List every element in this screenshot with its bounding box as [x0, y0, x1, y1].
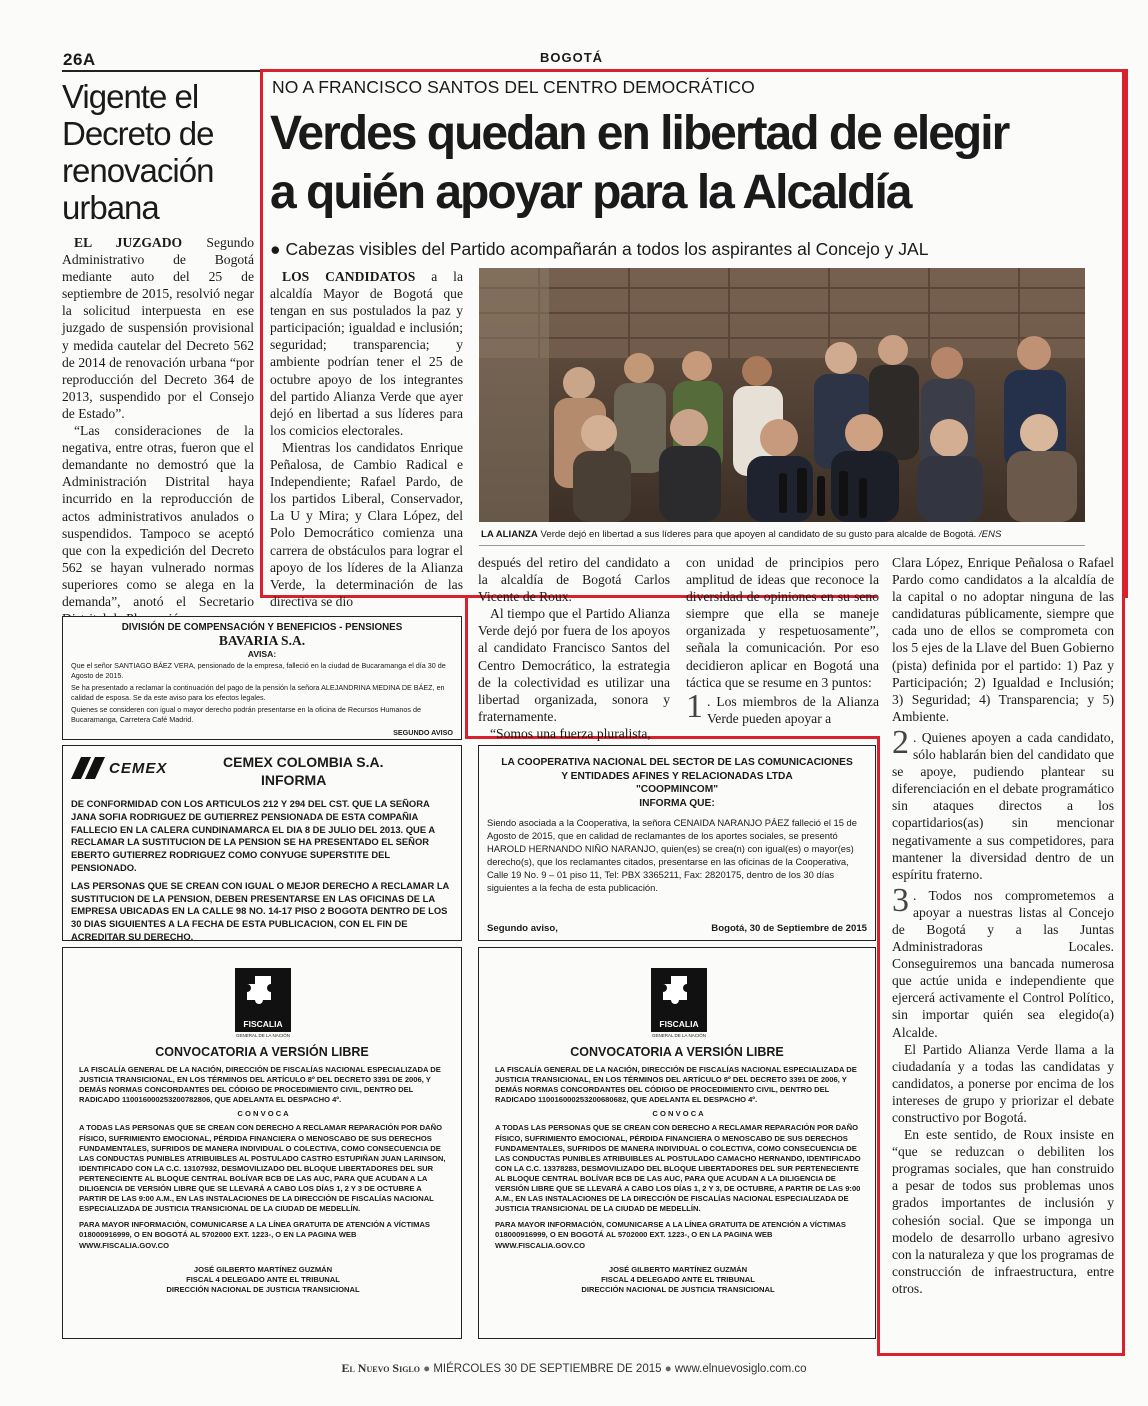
footer-url: www.elnuevosiglo.com.co [674, 1363, 807, 1375]
fiscalia2-sig-1: JOSÉ GILBERTO MARTÍNEZ GUZMÁN [608, 1264, 748, 1274]
main-col1-p2: Mientras los candidatos Enrique Peñalosa, de Cambio Radical e Independiente; Rafael Pardo, de los partidos Liberal, Conservador, La U y Mira; y Clara López, del Polo Democrático comienza una carrera de obstáculos para lograr el apoyo de los líderes de la Alianza Verde, la determinación de las directiva se dio [270, 439, 463, 609]
fiscalia1-logo [235, 968, 291, 1032]
highlight-frame-bottom [877, 1353, 1125, 1356]
cemex-p1: DE CONFORMIDAD CON LOS ARTICULOS 212 Y 294 DEL CST. QUE LA SEÑORA JANA SOFIA RODRIGUEZ DE GUTIERREZ PENSIONADA DE ESTA COMPAÑIA FALLECIO EN LA CALERA CUNDINAMARCA EL DIA 8 DE JULIO DEL 2013. QUE A RECLAMAR LA SUSTITUCION DE LA PENSION SE HA PRESENTADO EL SEÑOR EBERTO GUTIERREZ RODRIGUEZ COMO CONYUGE SUPERSTITE DEL PENSIONADO. [71, 798, 435, 873]
headline-line-1: Verdes quedan en libertad de elegir [270, 107, 1009, 160]
fiscalia1-convoca: C O N V O C A [237, 1109, 289, 1119]
cemex-title-2: INFORMA [261, 772, 327, 788]
fiscalia1-logo-sub: GENERAL DE LA NACIÓN [235, 1033, 291, 1038]
group-photo-illustration [479, 268, 1085, 522]
fiscalia1-logo-text: FISCALIA [243, 1019, 283, 1029]
photo-caption-text: Verde dejó en libertad a sus líderes para que apoyen al candidato de su gusto para alcalde de Bogotá. [540, 529, 977, 540]
bavaria-footer: SEGUNDO AVISO [393, 727, 453, 737]
highlight-frame-left-low [877, 736, 880, 1356]
side-story-body [62, 234, 254, 627]
side-story-lead: EL JUZGADO [74, 235, 183, 250]
group-photo [479, 268, 1085, 522]
bullet-icon: ● [270, 239, 281, 259]
fiscalia2-convoca: C O N V O C A [652, 1109, 704, 1119]
main-col-1 [270, 268, 463, 610]
bavaria-heading: DIVISIÓN DE COMPENSACIÓN Y BENEFICIOS - PENSIONES [121, 622, 403, 633]
fiscalia2-logo-sub: GENERAL DE LA NACIÓN [651, 1033, 707, 1038]
fiscalia1-sig-2: FISCAL 4 DELEGADO ANTE EL TRIBUNAL [186, 1274, 340, 1284]
side-story-p1: Segundo Administrativo de Bogotá mediante auto del 25 de septiembre de 2015, resolvió negar la solicitud interpuesta en ese juzgado de suspensión provisional y medida cautelar del Decreto 562 de 2014 de renovación urbana “por reproducción del Decreto 364 de 2013, suspendido por el Consejo de Estado”. [62, 235, 254, 421]
cemex-logo [71, 754, 179, 782]
coop-footer-right: Bogotá, 30 de Septiembre de 2015 [711, 923, 867, 934]
main-col4-p1: Clara López, Enrique Peñalosa o Rafael Pardo como candidatos a la alcaldía de la capital o no adoptar ninguna de las candidaturas públicamente, siempre que cada uno de ellos se comprometa con los 5 ejes de la Llave del Buen Gobierno (pista) definida por el partido: 1) Paz y Participación; 2) Igualdad e Inclusión; 3) Seguridad; 4) Transparencia; y 5) Ambiente. [892, 555, 1114, 724]
main-col3-p1: con unidad de principios pero amplitud de ideas que reconoce la diversidad de opiniones en su seno siempre que ella se maneje organizada y respetuosamente”, señala la comunicación. Por eso decidieron aplicar en Bogotá una táctica que se resume en 3 puntos: [686, 555, 879, 690]
fiscalia1-logo-icon [235, 968, 291, 1016]
main-col4-point3: . Todos nos comprometemos a apoyar a nuestras listas al Concejo de Bogotá y a las Juntas Administradoras Locales. Conseguiremos una bancada numerosa que actúe unida e independiente que ejercerá activamente el Control Político, sin importar quién sea elegido(a) Alcalde. [892, 887, 1114, 1040]
headline [270, 104, 1120, 222]
bavaria-line-2: Se ha presentado a reclamar la continuación del pago de la pensión la señora ALEJANDRINA MEDINA DE BÁEZ, en calidad de esposa. Se da este aviso para los efectos legales. [71, 683, 445, 702]
highlight-frame-left-step [465, 595, 468, 738]
ad-fiscalia-1 [62, 947, 462, 1339]
fiscalia1-p2: A TODAS LAS PERSONAS QUE SE CREAN CON DERECHO A RECLAMAR REPARACIÓN POR DAÑO FÍSICO, SUFRIMIENTO EMOCIONAL, PÉRDIDA FINANCIERA O MENOSCABO DE SUS DERECHOS FUNDAMENTALES, SUFRIDOS DE MANERA INDIVIDUAL O COLECTIVA, COMO CONSECUENCIA DE LAS CONDUCTAS PUNIBLES ATRIBUIBLES AL POSTULADO CASTRO ESTUPIÑAN JUAN LARINSON, IDENTIFICADO CON LA C.C. 13107932, DESMOVILIZADO DEL BLOQUE LIBERTADORES DEL SUR PERTENECIENTE AL BLOQUE CENTRAL BOLÍVAR BCB DE LAS AUC, PARA QUE ACUDAN A LA DILIGENCIA DE VERSIÓN LIBRE QUE SE LLEVARÁ A CABO LOS DÍAS 1, 2 Y 3 DE OCTUBRE A PARTIR DE LAS 9:00 A.M., EN LAS INSTALACIONES DE LA DIRECCIÓN DE FISCALÍAS NACIONAL ESPECIALIZADA DE JUSTICIA TRANSICIONAL DE LA CIUDAD DE MEDELLÍN. [79, 1123, 446, 1214]
section-label: BOGOTÁ [540, 50, 604, 65]
main-col4-p2: El Partido Alianza Verde llama a la ciudadanía y a todas las candidatas y candidatos, a ponerse por encima de los intereses de grupo y priorizar el debate constructivo por Bogotá. [892, 1041, 1114, 1125]
fiscalia2-p1: LA FISCALÍA GENERAL DE LA NACIÓN, DIRECCIÓN DE FISCALÍAS NACIONAL ESPECIALIZADA DE JUSTICIA TRANSICIONAL, EN LOS TÉRMINOS DEL ARTÍCULO 8º DEL DECRETO 3391 DE 2006, Y DEMÁS NORMAS CONCORDANTES DEL CÓDIGO DE PROCEDIMIENTO CIVIL, DENTRO DEL RADICADO 110016000253200680682, QUE ADELANTA EL DESPACHO 4º. [495, 1065, 857, 1105]
fiscalia1-sig-1: JOSÉ GILBERTO MARTÍNEZ GUZMÁN [193, 1264, 333, 1274]
fiscalia1-p3: PARA MAYOR INFORMACIÓN, COMUNICARSE A LA LÍNEA GRATUITA DE ATENCIÓN A VÍCTIMAS 018000916999, O EN BOGOTÁ AL 5702000 EXT. 1223-, O EN LA PAGINA WEB WWW.FISCALIA.GOV.CO [79, 1220, 430, 1250]
bavaria-aviso: AVISA: [247, 649, 277, 659]
ad-cemex [62, 745, 462, 941]
point-number-2: 2 [892, 723, 909, 761]
main-col4-p3: En este sentido, de Roux insiste en “que se reduzcan o debiliten los programas sociales, que han construido a pesar de todos sus problemas unos grados importantes de inclusión y cohesión social. Que se imponga un modelo de desarrollo urbano agresivo con la naturaleza y que los programas de construcción de infraestructura, entre otros. [892, 1127, 1114, 1296]
fiscalia2-sig-2: FISCAL 4 DELEGADO ANTE EL TRIBUNAL [601, 1274, 755, 1284]
fiscalia2-p3: PARA MAYOR INFORMACIÓN, COMUNICARSE A LA LÍNEA GRATUITA DE ATENCIÓN A VÍCTIMAS 018000916999, O EN BOGOTÁ AL 5702000 EXT. 1223-, O EN LA PAGINA WEB WWW.FISCALIA.GOV.CO [495, 1220, 846, 1250]
page-footer [0, 1361, 1148, 1376]
coop-p1: Siendo asociada a la Cooperativa, la señora CENAIDA NARANJO PÁEZ falleció el 15 de Agosto de 2015, que en calidad de reclamantes de los aportes sociales, se presentó HAROLD HERNANDO NIÑO NARANJO, quien(es) se crea(n) con igual(es) o mayor(es) derecho(s), que los reclamantes citados, presentarse en las oficinas de la Cooperativa, Calle 19 No. 9 – 01 piso 11, Tel: PBX 3365211, Fax: 2820175, dentro de los 30 días siguientes a la fecha de esta publicación. [487, 817, 857, 893]
side-story-p2: “Las consideraciones de la negativa, entre otras, fueron que el demandante no demostró que la Administración Distrital haya incurrido en la reproducción de actos administrativos anulados o suspendidos. Tampoco se aceptó que con la expedición del Decreto 562 se hayan vulnerado normas superiores como se alega en la demanda”, anotó el Secretario [62, 423, 254, 609]
point-number-1: 1 [686, 687, 703, 725]
subhead-text: Cabezas visibles del Partido acompañarán a todos los aspirantes al Concejo y JAL [285, 239, 929, 259]
side-story [62, 78, 254, 627]
footer-dot-1: ● [423, 1363, 431, 1375]
main-lead: LOS CANDIDATOS [282, 269, 416, 284]
fiscalia1-title: CONVOCATORIA A VERSIÓN LIBRE [155, 1045, 369, 1059]
headline-line-2: a quién apoyar para la Alcaldía [270, 166, 911, 219]
ad-coopmincom [478, 745, 876, 941]
cemex-p2: LAS PERSONAS QUE SE CREAN CON IGUAL O MEJOR DERECHO A RECLAMAR LA SUSTITUCION DE LA PENSION, DEBEN PRESENTARSE EN LAS OFICINAS DE LA EMPRESA UBICADAS EN LA CALLE 98 NO. 14-17 PISO 2 BOGOTA DENTRO DE LOS 30 DIAS SIGUIENTES A LA FECHA DE ESTA PUBLICACION, CON EL FIN DE ACREDITAR SU DERECHO. [71, 879, 449, 942]
footer-dot-2: ● [664, 1363, 672, 1375]
fiscalia1-sig-3: DIRECCIÓN NACIONAL DE JUSTICIA TRANSICIONAL [166, 1284, 360, 1294]
main-col-3 [686, 554, 879, 727]
kicker: NO A FRANCISCO SANTOS DEL CENTRO DEMOCRÁTICO [272, 77, 755, 97]
bavaria-company: BAVARIA S.A. [218, 633, 306, 648]
caption-rule [479, 545, 1085, 546]
point-number-3: 3 [892, 881, 909, 919]
coop-title-3: "COOPMINCOM" [635, 784, 719, 795]
footer-date: MIÉRCOLES 30 DE SEPTIEMBRE DE 2015 [433, 1363, 662, 1375]
main-col2-p2: Al tiempo que el Partido Alianza Verde dejó por fuera de los apoyos al candidato Francisco Santos del Centro Democrático, la estrategia de la colectividad es utilizar una libertad organizada, sonora y fraternamente. [478, 606, 670, 724]
subhead [270, 239, 928, 260]
coop-title-2: Y ENTIDADES AFINES Y RELACIONADAS LTDA [561, 770, 793, 782]
fiscalia2-title: CONVOCATORIA A VERSIÓN LIBRE [570, 1045, 784, 1059]
main-col-2 [478, 554, 670, 742]
coop-title-4: INFORMA QUE: [639, 797, 715, 809]
fiscalia2-sig-3: DIRECCIÓN NACIONAL DE JUSTICIA TRANSICIONAL [581, 1284, 775, 1294]
fiscalia2-logo-icon [651, 968, 707, 1016]
fiscalia2-logo [651, 968, 707, 1032]
page-number: 26A [63, 50, 96, 69]
cemex-logo-icon [71, 755, 107, 781]
coop-title-1: LA COOPERATIVA NACIONAL DEL SECTOR DE LAS COMUNICACIONES [501, 757, 853, 768]
photo-caption-lead: LA ALIANZA [481, 529, 538, 540]
highlight-frame-leftedge [260, 69, 263, 598]
side-story-title: Vigente el Decreto de renovación urbana [62, 78, 214, 226]
fiscalia2-logo-text: FISCALIA [659, 1019, 699, 1029]
main-col4-point2: . Quienes apoyen a cada candidato, sólo hablarán bien del candidato que se apoye, pudiendo plantear su diferenciación en el debate programático sin ataques directos a los copartidarios(as) sin mencionar negativamente a sus competidores, para mantener la diversidad dentro de un espíritu fraterno. [892, 729, 1114, 882]
main-col2-p1: después del retiro del candidato a la alcaldía de Bogotá Carlos Vicente de Roux. [478, 555, 670, 605]
main-col3-point1: . Los miembros de la Alianza Verde pueden apoyar a [707, 693, 879, 726]
fiscalia2-p2: A TODAS LAS PERSONAS QUE SE CREAN CON DERECHO A RECLAMAR REPARACIÓN POR DAÑO FÍSICO, SUFRIMIENTO EMOCIONAL, PÉRDIDA FINANCIERA O MENOSCABO DE SUS DERECHOS FUNDAMENTALES, SUFRIDOS DE MANERA INDIVIDUAL O COLECTIVA, COMO CONSECUENCIA DE LAS CONDUCTAS PUNIBLES ATRIBUIBLES AL POSTULADO CAMACHO HERNANDO, IDENTIFICADO CON LA C.C. 13378283, DESMOVILIZADO DEL BLOQUE LIBERTADORES DEL SUR PERTENECIENTE AL BLOQUE CENTRAL BOLÍVAR BCB DE LAS AUC, PARA QUE ACUDAN A LA DILIGENCIA DE VERSIÓN LIBRE QUE SE LLEVARÁ A CABO LOS DÍAS 1, 2 Y 3, DE OCTUBRE, A PARTIR DE LAS 9:00 A.M., EN LAS INSTALACIONES DE LA DIRECCIÓN DE FISCALÍAS NACIONAL ESPECIALIZADA DE JUSTICIA TRANSICIONAL DE LA CIUDAD DE MEDELLÍN. [495, 1123, 861, 1214]
bavaria-line-3: Quienes se consideren con igual o mayor derecho podrán presentarse en la oficina de Recursos Humanos de Bucaramanga, Carretera Café Madrid. [71, 705, 421, 724]
ad-bavaria [62, 616, 462, 740]
cemex-title-1: CEMEX COLOMBIA S.A. [223, 754, 384, 770]
footer-paper-name: El Nuevo Siglo [341, 1361, 420, 1375]
coop-footer-left: Segundo aviso, [487, 923, 558, 934]
cemex-logo-text: CEMEX [109, 759, 168, 777]
main-col1-p1: a la alcaldía Mayor de Bogotá que tengan en sus postulados la paz y participación; igualdad e inclusión; seguridad; transparencia; y ambiente podrían tener el 25 de octubre apoyo de los integrantes del partido Alianza Verde que ayer dejó en libertad a sus líderes para los comicios electorales. [270, 269, 463, 438]
bavaria-line-1: Que el señor SANTIAGO BÁEZ VERA, pensionado de la empresa, falleció en la ciudad de Bucaramanga el día 30 de Agosto de 2015. [71, 661, 446, 680]
ad-fiscalia-2 [478, 947, 876, 1339]
highlight-frame-right [1122, 69, 1125, 1356]
fiscalia1-p1: LA FISCALÍA GENERAL DE LA NACIÓN, DIRECCIÓN DE FISCALÍAS NACIONAL ESPECIALIZADA DE JUSTICIA TRANSICIONAL, EN LOS TÉRMINOS DEL ARTÍCULO 8º DEL DECRETO 3391 DE 2006, Y DEMÁS NORMAS CONCORDANTES DEL CÓDIGO DE PROCEDIMIENTO CIVIL, DENTRO DEL RADICADO 110016000253200782806, QUE ADELANTA EL DESPACHO 4º. [79, 1065, 441, 1105]
main-col-4 [892, 554, 1114, 1297]
photo-caption [481, 529, 1087, 541]
photo-credit: /ENS [978, 529, 1002, 540]
main-col2-p3: “Somos una fuerza pluralista, [490, 725, 651, 741]
